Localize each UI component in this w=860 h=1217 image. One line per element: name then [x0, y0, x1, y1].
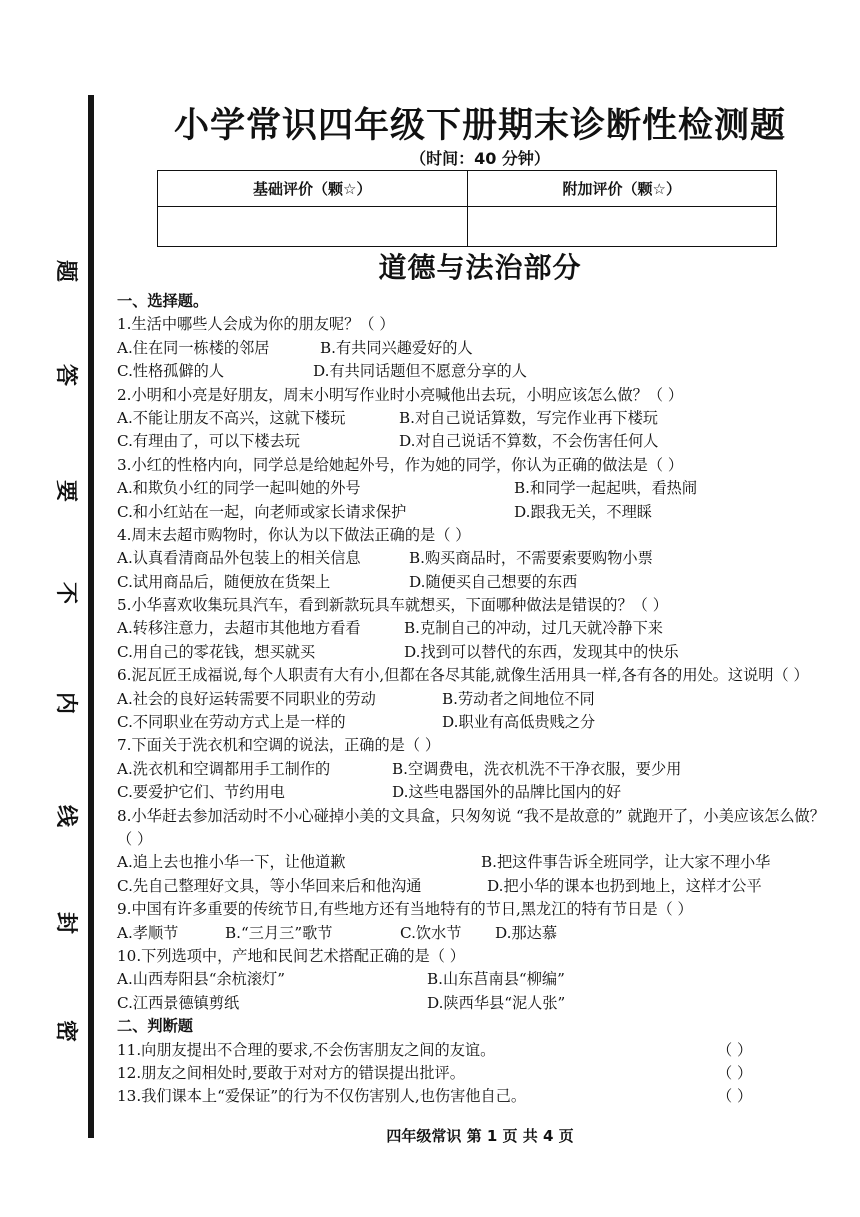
option: A.社会的良好运转需要不同职业的劳动	[117, 689, 376, 708]
option-row	[117, 992, 837, 1015]
score-table	[157, 170, 777, 247]
binding-line	[88, 95, 94, 1138]
judge-item	[117, 1062, 837, 1085]
option: A.不能让朋友不高兴，这就下楼玩	[117, 408, 346, 427]
question-stem: 5.小华喜欢收集玩具汽车，看到新款玩具车就想买，下面哪种做法是错误的？（ ）	[117, 596, 668, 615]
option-row	[117, 711, 837, 734]
option: C.先自己整理好文具，等小华回来后和他沟通	[117, 876, 422, 895]
answer-paren: （ ）	[717, 1063, 753, 1082]
seal-char: 不	[53, 581, 78, 604]
judge-statement: 12.朋友之间相处时,要敢于对对方的错误提出批评。	[117, 1063, 465, 1082]
extra-evaluation-header: 附加评价（颗☆）	[467, 171, 777, 207]
option: D.跟我无关，不理睬	[514, 502, 652, 521]
option: B.购买商品时，不需要索要购物小票	[409, 549, 653, 568]
seal-char: 内	[53, 691, 78, 714]
question-stem: 7.下面关于洗衣机和空调的说法，正确的是（ ）	[117, 736, 441, 755]
question-stem: 6.泥瓦匠王成福说,每个人职责有大有小,但都在各尽其能,就像生活用具一样,各有各的用处。这说明（ ）	[117, 666, 809, 685]
option-row	[117, 547, 837, 570]
answer-paren: （ ）	[717, 1040, 753, 1059]
option: B.空调费电，洗衣机洗不干净衣服，要少用	[392, 759, 682, 778]
option: D.把小华的课本也扔到地上，这样才公平	[487, 876, 762, 895]
option: C.用自己的零花钱，想买就买	[117, 642, 316, 661]
option-row	[117, 337, 837, 360]
option-row	[117, 641, 837, 664]
option: C.不同职业在劳动方式上是一样的	[117, 713, 346, 732]
question-stem: 4.周末去超市购物时，你认为以下做法正确的是（ ）	[117, 525, 471, 544]
option: D.陕西华县“泥人张”	[427, 993, 566, 1012]
basic-evaluation-header: 基础评价（颗☆）	[158, 171, 468, 207]
answer-paren: （ ）	[717, 1087, 753, 1106]
option-row	[117, 617, 837, 640]
option: D.找到可以替代的东西，发现其中的快乐	[404, 642, 679, 661]
option-row	[117, 758, 837, 781]
question-stem: 1.生活中哪些人会成为你的朋友呢？（ ）	[117, 315, 395, 334]
option: B.和同学一起起哄，看热闹	[514, 479, 698, 498]
part2-heading: 二、判断题	[117, 1017, 193, 1036]
option: D.这些电器国外的品牌比国内的好	[392, 783, 622, 802]
exam-title: 小学常识四年级下册期末诊断性检测题	[173, 106, 786, 146]
option-row	[117, 571, 837, 594]
seal-char: 线	[53, 804, 78, 827]
option: A.认真看清商品外包装上的相关信息	[117, 549, 361, 568]
section-title: 道德与法治部分	[378, 251, 582, 284]
question-stem: 10.下列选项中，产地和民间艺术搭配正确的是（ ）	[117, 946, 465, 965]
seal-char: 答	[53, 363, 78, 386]
option: D.职业有高低贵贱之分	[442, 713, 596, 732]
question-stem: 3.小红的性格内向，同学总是给她起外号，作为她的同学，你认为正确的做法是（ ）	[117, 455, 684, 474]
question-stem: 2.小明和小亮是好朋友，周末小明写作业时小亮喊他出去玩，小明应该怎么做？（ ）	[117, 385, 684, 404]
judge-item	[117, 1085, 837, 1108]
option: A.洗衣机和空调都用手工制作的	[117, 759, 331, 778]
exam-duration: （时间：40 分钟）	[410, 149, 550, 168]
option-row	[117, 922, 837, 945]
basic-evaluation-cell	[158, 207, 468, 247]
option-row	[117, 477, 837, 500]
option: B.“三月三”歌节	[225, 923, 333, 942]
option-row	[117, 430, 837, 453]
judge-statement: 13.我们课本上“爱保证”的行为不仅伤害别人,也伤害他自己。	[117, 1087, 527, 1106]
option: B.有共同兴趣爱好的人	[320, 338, 473, 357]
option: C.有理由了，可以下楼去玩	[117, 432, 300, 451]
option: A.转移注意力，去超市其他地方看看	[117, 619, 361, 638]
option-row	[117, 968, 837, 991]
option: C.饮水节	[400, 923, 462, 942]
option: A.追上去也推小华一下，让他道歉	[117, 853, 346, 872]
question-content	[117, 290, 837, 1109]
option: C.要爱护它们、节约用电	[117, 783, 285, 802]
option: B.山东莒南县“柳编”	[427, 970, 565, 989]
option: A.和欺负小红的同学一起叫她的外号	[117, 479, 361, 498]
option: C.和小红站在一起，向老师或家长请求保护	[117, 502, 407, 521]
option: B.把这件事告诉全班同学，让大家不理小华	[481, 853, 771, 872]
option-row	[117, 501, 837, 524]
extra-evaluation-cell	[467, 207, 777, 247]
question-stem: 8.小华赶去参加活动时不小心碰掉小美的文具盒，只匆匆说 “我不是故意的” 就跑开了，小美应该怎么做？（ ）	[117, 806, 825, 849]
seal-char: 要	[53, 479, 78, 502]
option-row	[117, 360, 837, 383]
option: A.孝顺节	[117, 923, 179, 942]
part1-heading: 一、选择题。	[117, 292, 209, 310]
judge-item	[117, 1039, 837, 1062]
option: B.对自己说话算数，写完作业再下楼玩	[399, 408, 658, 427]
option: D.随便买自己想要的东西	[409, 572, 578, 591]
option: C.江西景德镇剪纸	[117, 993, 240, 1012]
option-row	[117, 688, 837, 711]
option-row	[117, 875, 837, 898]
option-row	[117, 781, 837, 804]
option-row	[117, 407, 837, 430]
page-footer: 四年级常识 第 1 页 共 4 页	[386, 1127, 574, 1145]
seal-char: 题	[53, 259, 78, 282]
option: D.那达慕	[495, 923, 558, 942]
option: A.住在同一栋楼的邻居	[117, 338, 270, 357]
seal-char: 密	[53, 1019, 78, 1042]
option-row	[117, 851, 837, 874]
option: B.劳动者之间地位不同	[442, 689, 595, 708]
question-stem: 9.中国有许多重要的传统节日,有些地方还有当地特有的节日,黑龙江的特有节日是（ ）	[117, 900, 693, 919]
option: D.有共同话题但不愿意分享的人	[313, 362, 527, 381]
judge-statement: 11.向朋友提出不合理的要求,不会伤害朋友之间的友谊。	[117, 1040, 496, 1059]
seal-char: 封	[53, 911, 78, 934]
option: D.对自己说话不算数，不会伤害任何人	[399, 432, 659, 451]
option: B.克制自己的冲动，过几天就冷静下来	[404, 619, 663, 638]
option: C.性格孤僻的人	[117, 362, 225, 381]
option: C.试用商品后，随便放在货架上	[117, 572, 331, 591]
option: A.山西寿阳县“余杭滚灯”	[117, 970, 286, 989]
